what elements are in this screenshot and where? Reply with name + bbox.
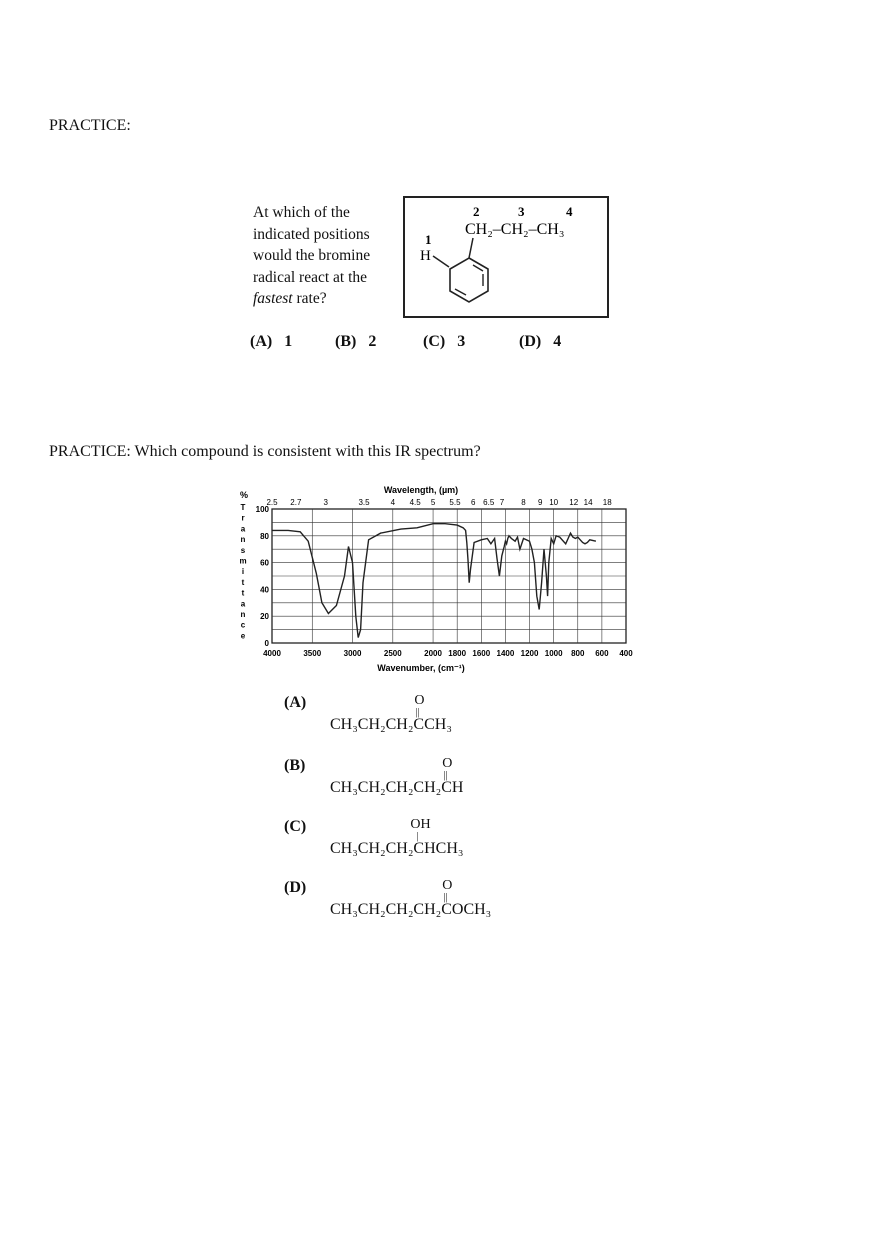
choice-b[interactable] bbox=[335, 333, 376, 351]
x-tick-label: 400 bbox=[619, 649, 633, 658]
oxygen-atom: O bbox=[414, 693, 425, 708]
choice-value: 2 bbox=[368, 333, 377, 350]
choice-value: 1 bbox=[284, 333, 293, 350]
double-bond: || bbox=[415, 707, 420, 718]
y-axis-letter: r bbox=[241, 513, 245, 523]
wavelength-tick-label: 7 bbox=[499, 498, 505, 507]
oxygen-atom: O bbox=[442, 756, 453, 771]
x-tick-label: 2500 bbox=[383, 649, 402, 658]
wavelength-tick-label: 10 bbox=[549, 498, 559, 507]
wavelength-tick-label: 2.5 bbox=[266, 498, 278, 507]
y-tick-label: 80 bbox=[260, 531, 269, 541]
wavelength-tick-label: 6.5 bbox=[483, 498, 495, 507]
y-tick-label: 0 bbox=[264, 639, 269, 648]
carbon-atom: C bbox=[413, 716, 425, 733]
y-axis-letter: i bbox=[241, 567, 245, 577]
hydroxyl-group: OH bbox=[410, 817, 431, 832]
double-bond: || bbox=[443, 770, 448, 781]
ring-to-chain-bond bbox=[469, 238, 473, 258]
x-tick-label: 4000 bbox=[263, 649, 281, 658]
x-tick-label: 1400 bbox=[496, 649, 515, 658]
carbon-atom: C bbox=[441, 901, 452, 918]
y-axis-letter: t bbox=[241, 588, 245, 598]
choice-letter: (B) bbox=[284, 757, 306, 774]
choice-a[interactable] bbox=[250, 333, 292, 351]
y-axis-letter: T bbox=[240, 503, 246, 512]
carbonyl-carbon bbox=[441, 756, 453, 796]
compound-choice-d[interactable] bbox=[284, 879, 604, 939]
wavelength-tick-label: 5 bbox=[430, 498, 436, 507]
compound-formula bbox=[330, 878, 492, 919]
double-bond: || bbox=[443, 892, 448, 903]
x-tick-label: 1600 bbox=[472, 649, 491, 658]
choice-letter: (C) bbox=[284, 818, 307, 835]
wavelength-tick-label: 18 bbox=[602, 498, 612, 507]
formula-suffix: CH₃ bbox=[424, 716, 452, 733]
question1-stem bbox=[253, 202, 403, 310]
stem-line: indicated positions bbox=[253, 225, 370, 243]
practice-heading-2: PRACTICE: Which compound is consistent with this IR spectrum? bbox=[49, 443, 481, 460]
wavelength-tick-label: 4 bbox=[390, 498, 396, 507]
x-tick-label: 1000 bbox=[544, 649, 563, 658]
stem-line bbox=[253, 288, 403, 310]
y-axis-letter: n bbox=[240, 610, 246, 619]
stem-italic-word: fastest bbox=[253, 290, 293, 307]
oxygen-atom: O bbox=[442, 878, 453, 893]
y-ticks bbox=[256, 505, 270, 648]
percent-sign: % bbox=[240, 490, 249, 500]
choice-letter: (D) bbox=[284, 879, 307, 896]
wavelength-tick-label: 4.5 bbox=[409, 498, 421, 507]
wavelength-tick-label: 5.5 bbox=[449, 498, 461, 507]
y-axis-letter: n bbox=[240, 535, 246, 545]
y-axis-letter: m bbox=[239, 556, 247, 566]
formula-prefix: CH₃CH₂CH₂CH₂ bbox=[330, 901, 442, 918]
wavelength-tick-label: 14 bbox=[583, 498, 593, 507]
stem-line: would the bromine bbox=[253, 247, 371, 264]
stem-line: radical react at the bbox=[253, 268, 368, 286]
x-tick-label: 3500 bbox=[303, 649, 322, 658]
stem-tail: rate? bbox=[296, 290, 327, 307]
question1-choices bbox=[0, 333, 880, 357]
wavelength-ticks bbox=[266, 498, 612, 507]
benzene-ring bbox=[450, 258, 488, 302]
h-bond bbox=[433, 256, 449, 267]
formula-prefix: CH₃CH₂CH₂CH₂ bbox=[330, 779, 442, 796]
position-number-2: 2 bbox=[473, 204, 480, 219]
choice-d[interactable] bbox=[519, 333, 561, 351]
propylbenzene-structure bbox=[405, 198, 611, 320]
x-tick-label: 800 bbox=[571, 649, 585, 658]
y-axis-letter: a bbox=[240, 524, 246, 534]
x-tick-label: 1800 bbox=[448, 649, 467, 658]
y-axis-letter: a bbox=[240, 599, 246, 609]
y-tick-label: 60 bbox=[260, 558, 269, 568]
x-ticks bbox=[263, 649, 633, 658]
wavelength-tick-label: 8 bbox=[521, 498, 526, 507]
compound-choice-c[interactable] bbox=[284, 818, 604, 878]
position-number-4: 4 bbox=[566, 204, 573, 219]
compound-formula bbox=[330, 693, 452, 734]
wavelength-tick-label: 2.7 bbox=[290, 498, 302, 507]
ir-spectrum-chart bbox=[236, 483, 641, 678]
formula-suffix: OCH₃ bbox=[451, 901, 492, 918]
y-axis-letter: c bbox=[240, 620, 246, 630]
y-axis-letter: t bbox=[241, 577, 245, 587]
compound-choice-b[interactable] bbox=[284, 757, 604, 817]
y-axis-label bbox=[239, 503, 246, 640]
hydrogen-label: H bbox=[420, 248, 431, 264]
choice-c[interactable] bbox=[423, 333, 465, 351]
y-tick-label: 20 bbox=[260, 612, 269, 622]
chart-title: Wavelength, (µm) bbox=[383, 485, 459, 495]
x-tick-label: 2000 bbox=[424, 649, 442, 658]
x-tick-label: 3000 bbox=[343, 649, 362, 658]
ir-spectrum-line bbox=[272, 524, 596, 638]
carbon-atom: C bbox=[441, 779, 452, 796]
formula-suffix: H bbox=[451, 779, 464, 796]
position-number-1: 1 bbox=[425, 232, 432, 247]
stem-line: At which of the bbox=[253, 204, 350, 221]
choice-letter: (A) bbox=[250, 333, 273, 350]
carbonyl-carbon bbox=[413, 693, 425, 733]
wavelength-tick-label: 3.5 bbox=[358, 498, 370, 507]
carbinol-carbon bbox=[410, 817, 431, 857]
x-axis-label: Wavenumber, (cm⁻¹) bbox=[377, 663, 465, 673]
chart-grid bbox=[272, 509, 626, 643]
ir-spectrum bbox=[236, 483, 641, 683]
choice-letter: (B) bbox=[335, 333, 357, 350]
wavelength-tick-label: 12 bbox=[569, 498, 579, 507]
wavelength-tick-label: 3 bbox=[323, 498, 328, 507]
compound-choice-a[interactable] bbox=[284, 694, 604, 754]
x-tick-label: 600 bbox=[595, 649, 609, 658]
practice-heading-1: PRACTICE: bbox=[49, 117, 131, 134]
y-axis-letter: s bbox=[240, 545, 246, 555]
formula-prefix: CH₃CH₂CH₂ bbox=[330, 716, 414, 733]
propylbenzene-structure-box bbox=[403, 196, 609, 318]
position-number-3: 3 bbox=[518, 204, 525, 219]
choice-letter: (C) bbox=[423, 333, 446, 350]
choice-value: 3 bbox=[457, 333, 466, 350]
carbon-atom: C bbox=[413, 840, 425, 857]
single-bond: | bbox=[416, 831, 419, 842]
x-tick-label: 1200 bbox=[520, 649, 539, 658]
propyl-chain-label: CH₂–CH₂–CH₃ bbox=[465, 221, 565, 238]
formula-prefix: CH₃CH₂CH₂ bbox=[330, 840, 414, 857]
y-tick-label: 40 bbox=[260, 585, 269, 595]
choice-value: 4 bbox=[553, 333, 562, 350]
compound-formula bbox=[330, 756, 464, 797]
carbonyl-carbon bbox=[441, 878, 453, 918]
formula-suffix: HCH₃ bbox=[424, 840, 464, 857]
choice-letter: (A) bbox=[284, 694, 307, 711]
wavelength-tick-label: 6 bbox=[471, 498, 476, 507]
compound-formula bbox=[330, 817, 464, 858]
choice-letter: (D) bbox=[519, 333, 542, 350]
wavelength-tick-label: 9 bbox=[538, 498, 543, 507]
y-axis-letter: e bbox=[240, 631, 246, 641]
y-tick-label: 100 bbox=[255, 505, 269, 514]
